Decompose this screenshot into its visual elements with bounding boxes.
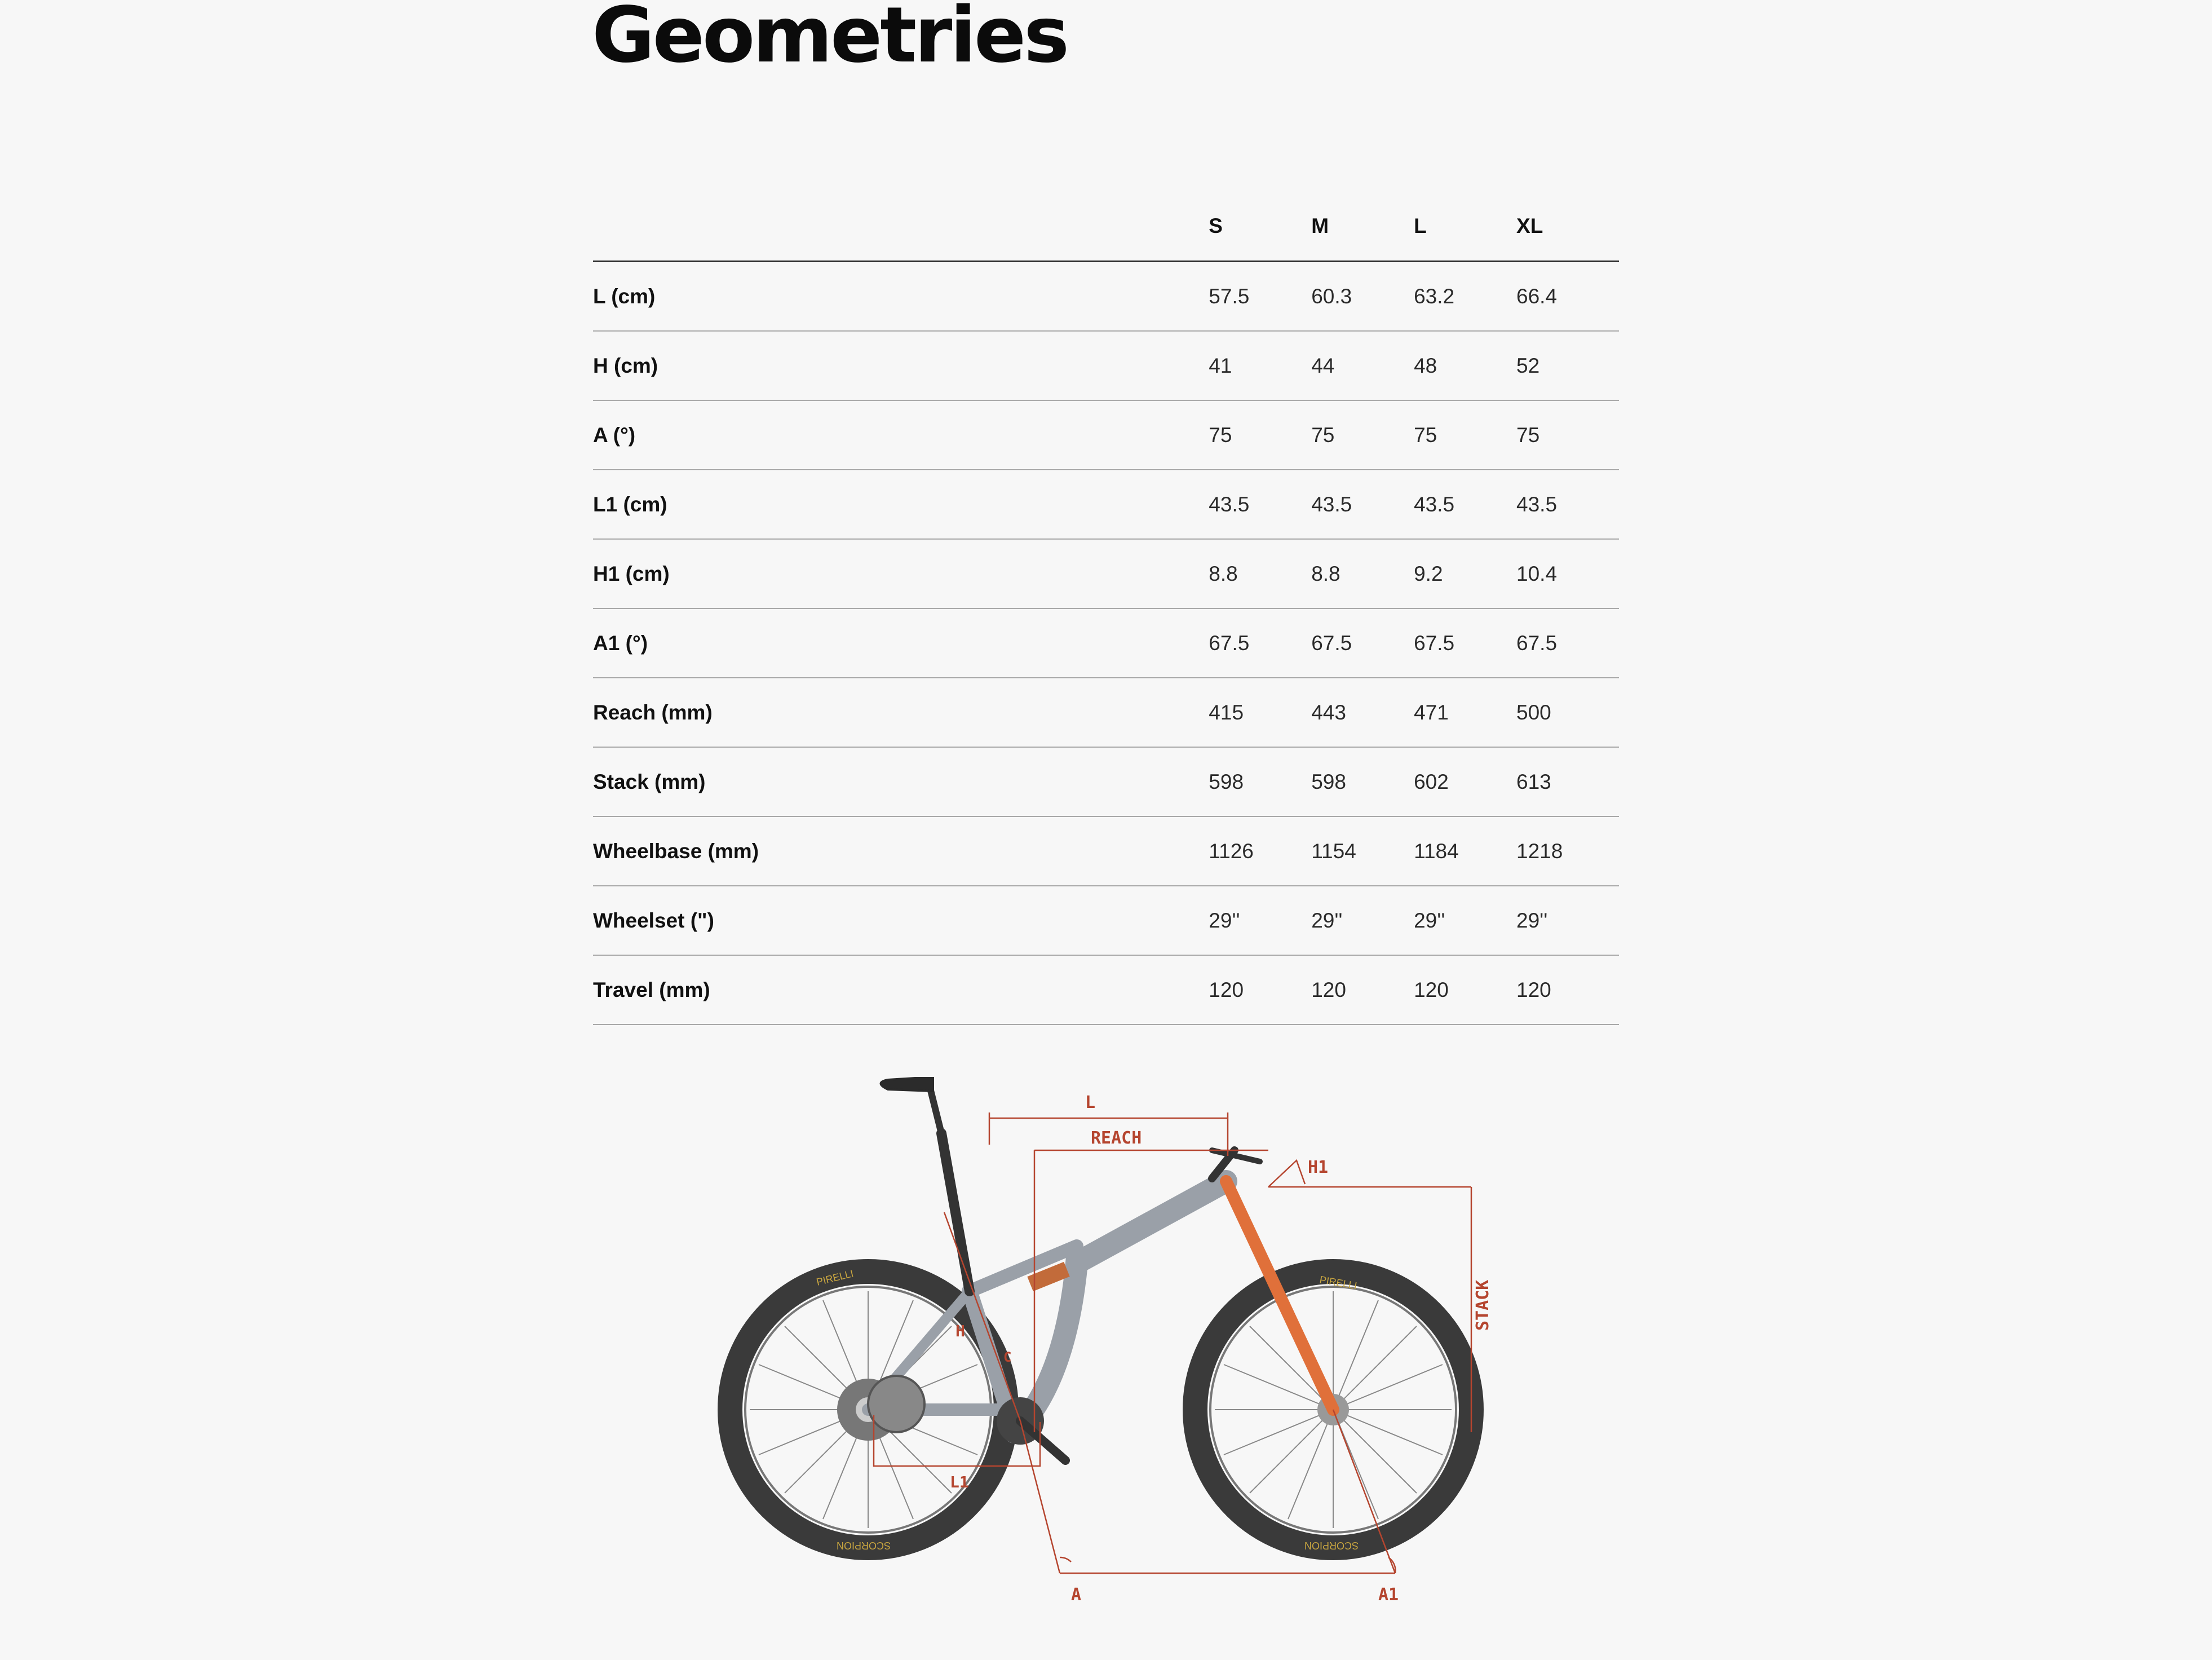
cell-value: 75 <box>1311 400 1414 470</box>
cell-value: 29'' <box>1516 886 1619 955</box>
geometry-table <box>593 192 1619 1025</box>
cell-value: 67.5 <box>1414 608 1516 678</box>
table-row <box>593 331 1619 400</box>
row-label: Wheelset (") <box>593 886 1209 955</box>
cell-value: 63.2 <box>1414 262 1516 332</box>
cell-value: 43.5 <box>1516 470 1619 539</box>
cell-value: 1126 <box>1209 816 1311 886</box>
cell-value: 120 <box>1209 955 1311 1025</box>
label-l1: L1 <box>950 1473 969 1491</box>
cell-value: 66.4 <box>1516 262 1619 332</box>
row-label: A1 (°) <box>593 608 1209 678</box>
rear-tire-model-text: SCORPION <box>836 1540 891 1551</box>
cell-value: 43.5 <box>1414 470 1516 539</box>
cell-value: 500 <box>1516 678 1619 747</box>
page-title: Geometries <box>592 0 1068 80</box>
label-l: L <box>1085 1093 1096 1112</box>
size-header-s: S <box>1209 192 1311 262</box>
cell-value: 67.5 <box>1516 608 1619 678</box>
size-header-l: L <box>1414 192 1516 262</box>
cell-value: 1184 <box>1414 816 1516 886</box>
table-row <box>593 678 1619 747</box>
cell-value: 120 <box>1311 955 1414 1025</box>
cell-value: 44 <box>1311 331 1414 400</box>
cell-value: 598 <box>1209 747 1311 816</box>
cell-value: 41 <box>1209 331 1311 400</box>
label-a1: A1 <box>1378 1585 1399 1605</box>
cell-value: 43.5 <box>1209 470 1311 539</box>
front-tire-model-text: SCORPION <box>1304 1540 1359 1551</box>
cell-value: 52 <box>1516 331 1619 400</box>
table-row <box>593 539 1619 608</box>
cell-value: 613 <box>1516 747 1619 816</box>
bike-geometry-diagram <box>705 1077 1505 1618</box>
row-label: L (cm) <box>593 262 1209 332</box>
size-header-xl: XL <box>1516 192 1619 262</box>
cell-value: 60.3 <box>1311 262 1414 332</box>
cell-value: 67.5 <box>1209 608 1311 678</box>
table-row <box>593 400 1619 470</box>
table-row <box>593 608 1619 678</box>
row-label: Stack (mm) <box>593 747 1209 816</box>
row-label: A (°) <box>593 400 1209 470</box>
label-c: C <box>1003 1349 1012 1365</box>
row-label: Travel (mm) <box>593 955 1209 1025</box>
size-header-m: M <box>1311 192 1414 262</box>
cell-value: 29'' <box>1414 886 1516 955</box>
label-reach: REACH <box>1091 1128 1142 1148</box>
cell-value: 1218 <box>1516 816 1619 886</box>
cell-value: 57.5 <box>1209 262 1311 332</box>
cell-value: 602 <box>1414 747 1516 816</box>
cell-value: 1154 <box>1311 816 1414 886</box>
cell-value: 29'' <box>1209 886 1311 955</box>
row-label: Reach (mm) <box>593 678 1209 747</box>
cell-value: 75 <box>1414 400 1516 470</box>
label-stack: STACK <box>1473 1279 1493 1331</box>
header-label-cell <box>593 192 1209 262</box>
cell-value: 75 <box>1516 400 1619 470</box>
table-header-row <box>593 192 1619 262</box>
cell-value: 10.4 <box>1516 539 1619 608</box>
table-row <box>593 470 1619 539</box>
cell-value: 415 <box>1209 678 1311 747</box>
table-row <box>593 886 1619 955</box>
table-row <box>593 816 1619 886</box>
cell-value: 120 <box>1414 955 1516 1025</box>
row-label: H (cm) <box>593 331 1209 400</box>
row-label: H1 (cm) <box>593 539 1209 608</box>
cell-value: 67.5 <box>1311 608 1414 678</box>
table-row <box>593 747 1619 816</box>
row-label: Wheelbase (mm) <box>593 816 1209 886</box>
cell-value: 471 <box>1414 678 1516 747</box>
label-a: A <box>1071 1585 1082 1605</box>
label-h: H <box>955 1322 965 1340</box>
table-row <box>593 955 1619 1025</box>
cell-value: 443 <box>1311 678 1414 747</box>
row-label: L1 (cm) <box>593 470 1209 539</box>
cell-value: 120 <box>1516 955 1619 1025</box>
cell-value: 29'' <box>1311 886 1414 955</box>
cell-value: 9.2 <box>1414 539 1516 608</box>
table-row <box>593 262 1619 332</box>
cell-value: 75 <box>1209 400 1311 470</box>
rear-tire-brand-text: PIRELLI <box>815 1268 855 1288</box>
front-tire-brand-text: PIRELLI <box>1319 1274 1358 1292</box>
cell-value: 8.8 <box>1311 539 1414 608</box>
cell-value: 48 <box>1414 331 1516 400</box>
cell-value: 43.5 <box>1311 470 1414 539</box>
label-h1: H1 <box>1308 1158 1329 1177</box>
cell-value: 598 <box>1311 747 1414 816</box>
cell-value: 8.8 <box>1209 539 1311 608</box>
